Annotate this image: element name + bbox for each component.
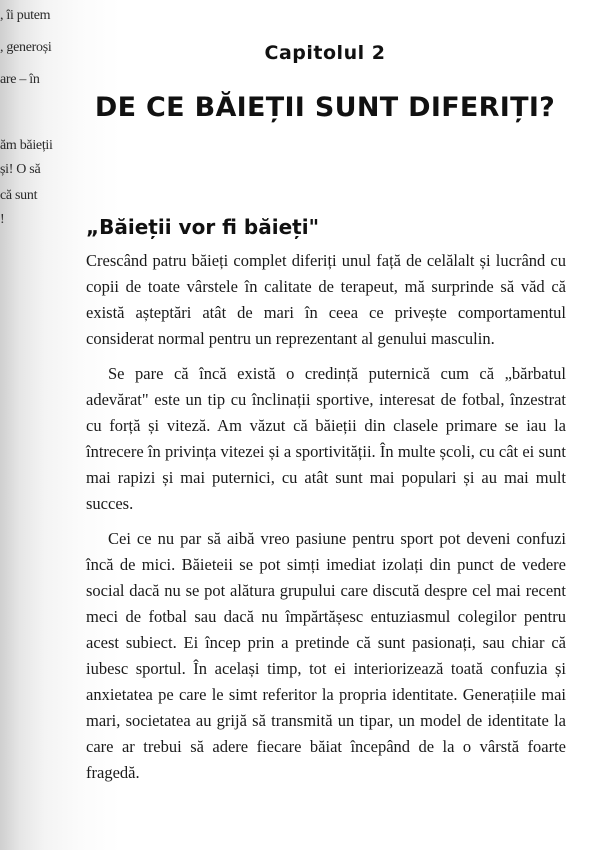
chapter-label: Capitolul 2 [264, 42, 386, 64]
section-title: „Băieții vor fi băieți" [86, 215, 319, 239]
left-fragment: ăm băieții [0, 138, 53, 153]
left-fragment: că sunt [0, 188, 38, 203]
left-fragment: , generoși [0, 40, 52, 55]
left-fragment: și! O să [0, 162, 41, 177]
body-text [86, 248, 566, 795]
paragraph: Se pare că încă există o credință puternică cum că „bărbatul adevărat" este un tip cu înclinații sportive, interesat de fotbal, înzestrat cu forță și viteză. Am văzut că băieții din clasele primare se iau la întrecere în privința vitezei și a sportivității. În multe școli, cu cât ei sunt mai rapizi și mai puternici, cu atât sunt mai populari și au mai mult succes. [86, 364, 566, 513]
left-fragment: , îi putem [0, 8, 51, 23]
previous-page-edge [0, 0, 58, 850]
paragraph: Cei ce nu par să aibă vreo pasiune pentru sport pot deveni confuzi încă de mici. Băieteii se pot simți imediat izolați din punct de vedere social dacă nu se pot alătura grupului care discută despre cel mai recent meci de fotbal sau dacă nu împărtășesc entuziasmul colegilor pentru acest subiect. Ei încep prin a pretinde că sunt pasionați, sau chiar că iubesc sportul. În același timp, tot ei interiorizează toată confuzia și anxietatea pe care le simt referitor la propria identitate. Generațiile mai mari, societatea au grijă să transmită un tipar, un model de identitate la care ar trebui să adere fiecare băiat începând de la o vârstă foarte fragedă. [86, 529, 566, 782]
left-fragment: are – în [0, 72, 40, 87]
paragraph: Crescând patru băieți complet diferiți unul față de celălalt și lucrând cu copii de toate vârstele în calitate de terapeut, mă surprinde să văd că există așteptări atât de mari în ceea ce privește comportamentul considerat normal pentru un reprezentant al genului masculin. [86, 251, 566, 348]
left-fragment: ! [0, 212, 5, 227]
chapter-title: DE CE BĂIEȚII SUNT DIFERIȚI? [94, 92, 556, 123]
